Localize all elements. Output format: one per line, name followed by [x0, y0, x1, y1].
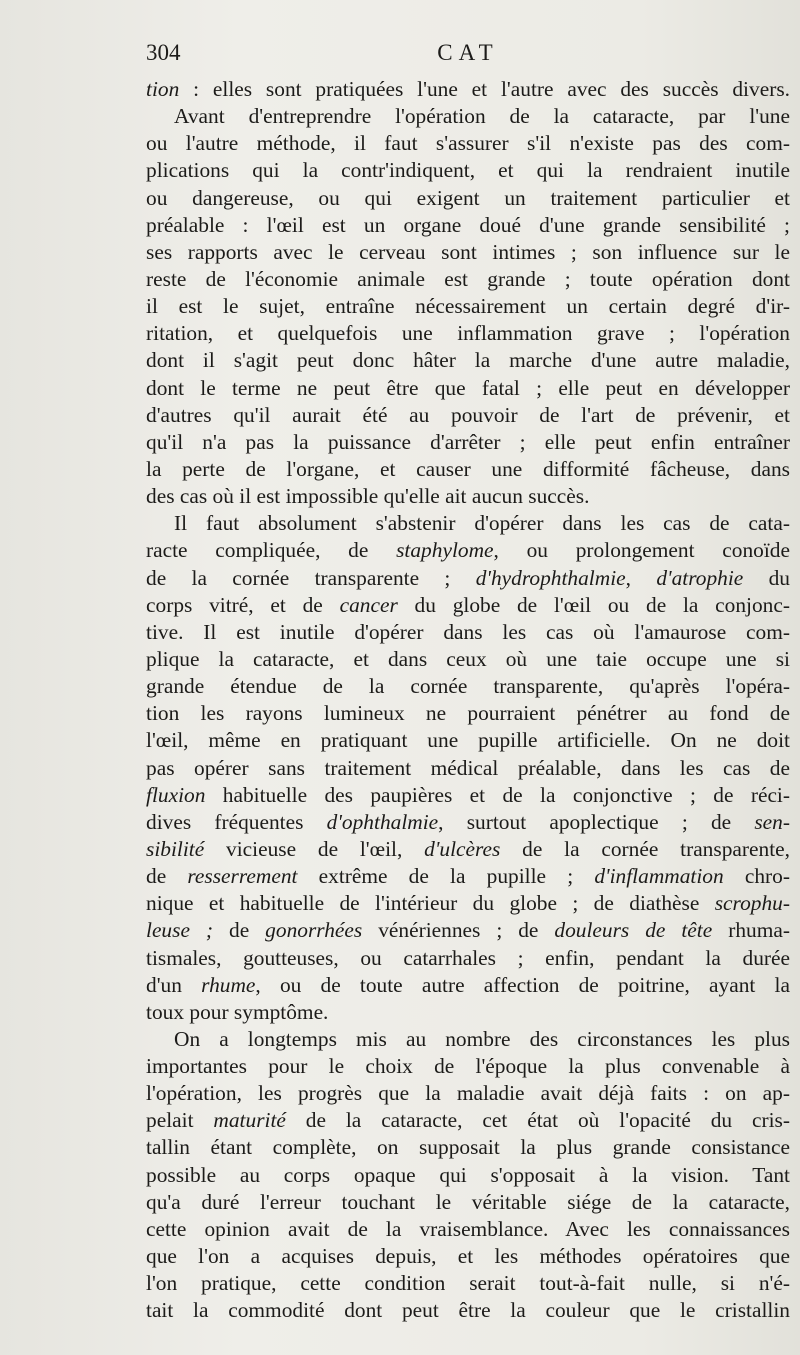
- text-line: [146, 456, 790, 483]
- text-line: [146, 212, 790, 239]
- text-line: [146, 510, 790, 537]
- text-line: [146, 103, 790, 130]
- italic-term: d'ulcères: [424, 836, 501, 861]
- italic-term: fluxion: [146, 782, 206, 807]
- text-line: [146, 945, 790, 972]
- text-run: pas opérer sans traitement médical préalable, dans les cas de: [146, 755, 790, 780]
- text-run: d'un: [146, 972, 202, 997]
- text-run: reste de l'économie animale est grande ; toute opération dont: [146, 266, 790, 291]
- text-run: grande étendue de la cornée transparente, qu'après l'opéra-: [146, 674, 790, 699]
- text-run: , ou de toute autre affection de poitrine, ayant la: [255, 972, 790, 997]
- text-line: [146, 863, 790, 890]
- text-run: dont il s'agit peut donc hâter la marche d'une autre maladie,: [146, 348, 790, 373]
- text-run: de la cataracte, cet état où l'opacité du cris-: [285, 1108, 790, 1133]
- text-line: [146, 755, 790, 782]
- text-line: [146, 999, 790, 1026]
- text-line: [146, 293, 790, 320]
- text-run: ou l'autre méthode, il faut s'assurer s'il n'existe pas des com-: [146, 131, 790, 156]
- italic-term: leuse ;: [146, 918, 214, 943]
- text-run: dont le terme ne peut être que fatal ; elle peut en développer: [146, 375, 790, 400]
- text-run: plique la cataracte, et dans ceux où une taie occupe une si: [146, 646, 790, 671]
- text-line: [146, 782, 790, 809]
- italic-term: d'inflammation: [594, 864, 724, 889]
- text-run: On a longtemps mis au nombre des circonstances les plus: [174, 1026, 790, 1051]
- text-line: [146, 646, 790, 673]
- text-run: que l'on a acquises depuis, et les méthodes opératoires que: [146, 1244, 790, 1269]
- text-run: cette opinion avait de la vraisemblance. Avec les connaissances: [146, 1216, 790, 1241]
- text-run: la perte de l'organe, et causer une difformité fâcheuse, dans: [146, 456, 790, 481]
- text-line: [146, 917, 790, 944]
- italic-term: d'ophthalmie: [326, 809, 439, 834]
- italic-term: scrophu-: [714, 891, 790, 916]
- text-line: [146, 402, 790, 429]
- running-head: CAT: [437, 40, 499, 65]
- text-line: [146, 157, 790, 184]
- text-line: [146, 76, 790, 103]
- text-run: ou dangereuse, ou qui exigent un traitement particulier et: [146, 185, 790, 210]
- italic-term: rhume: [201, 972, 256, 997]
- text-line: [146, 1107, 790, 1134]
- text-run: de la cornée transparente ;: [146, 565, 476, 590]
- text-run: qu'il n'a pas la puissance d'arrêter ; elle peut enfin entraîner: [146, 429, 790, 454]
- text-run: l'œil, même en pratiquant une pupille artificielle. On ne doit: [146, 728, 790, 753]
- text-run: importantes pour le choix de l'époque la plus convenable à: [146, 1054, 790, 1079]
- text-line: [146, 1053, 790, 1080]
- text-run: préalable : l'œil est un organe doué d'une grande sensibilité ;: [146, 212, 790, 237]
- text-run: chro-: [723, 864, 790, 889]
- text-run: , ou prolongement conoïde: [493, 538, 790, 563]
- text-line: [146, 1134, 790, 1161]
- italic-term: d'atrophie: [656, 565, 744, 590]
- italic-term: d'hydrophthalmie: [475, 565, 626, 590]
- text-line: [146, 320, 790, 347]
- text-line: [146, 890, 790, 917]
- text-line: [146, 130, 790, 157]
- text-line: [146, 700, 790, 727]
- italic-term: gonorrhées: [265, 918, 363, 943]
- text-run: des cas où il est impossible qu'elle ait aucun succès.: [146, 484, 590, 509]
- body-text: [146, 76, 790, 1324]
- text-line: [146, 1189, 790, 1216]
- italic-term: cancer: [339, 592, 398, 617]
- text-line: [146, 1243, 790, 1270]
- text-line: [146, 375, 790, 402]
- text-run: il est le sujet, entraîne nécessairement un certain degré d'ir-: [146, 294, 790, 319]
- text-run: vénériennes ; de: [362, 918, 555, 943]
- text-line: [146, 266, 790, 293]
- text-run: qu'a duré l'erreur touchant le véritable siége de la cataracte,: [146, 1189, 790, 1214]
- text-line: [146, 1080, 790, 1107]
- text-run: corps vitré, et de: [146, 592, 340, 617]
- text-run: du: [743, 565, 790, 590]
- text-run: tallin étant complète, on supposait la plus grande consistance: [146, 1135, 790, 1160]
- text-line: [146, 673, 790, 700]
- text-line: [146, 1162, 790, 1189]
- italic-term: staphylome: [396, 538, 494, 563]
- text-run: ses rapports avec le cerveau sont intimes ; son influence sur le: [146, 239, 790, 264]
- text-run: possible au corps opaque qui s'opposait à la vision. Tant: [146, 1162, 790, 1187]
- text-run: de: [213, 918, 266, 943]
- text-line: [146, 483, 790, 510]
- text-line: [146, 185, 790, 212]
- text-run: vicieuse de l'œil,: [204, 836, 425, 861]
- italic-term: douleurs de tête: [554, 918, 713, 943]
- text-line: [146, 592, 790, 619]
- italic-term: sibilité: [146, 836, 205, 861]
- text-run: Il faut absolument s'abstenir d'opérer dans les cas de cata-: [174, 511, 790, 536]
- text-line: [146, 727, 790, 754]
- italic-term: maturité: [213, 1108, 286, 1133]
- text-run: dives fréquentes: [146, 809, 327, 834]
- text-run: pelait: [146, 1108, 214, 1133]
- text-line: [146, 565, 790, 592]
- text-run: l'on pratique, cette condition serait tout-à-fait nulle, si n'é-: [146, 1271, 790, 1296]
- text-line: [146, 619, 790, 646]
- text-run: tion les rayons lumineux ne pourraient pénétrer au fond de: [146, 701, 790, 726]
- text-run: tive. Il est inutile d'opérer dans les cas où l'amaurose com-: [146, 619, 790, 644]
- text-line: [146, 809, 790, 836]
- text-line: [146, 972, 790, 999]
- text-line: [146, 429, 790, 456]
- text-run: ritation, et quelquefois une inflammation grave ; l'opération: [146, 321, 790, 346]
- text-line: [146, 1297, 790, 1324]
- text-run: tait la commodité dont peut être la couleur que le cristallin: [146, 1298, 790, 1323]
- text-run: de la cornée transparente,: [500, 836, 790, 861]
- text-line: [146, 1216, 790, 1243]
- text-run: de: [146, 864, 188, 889]
- page-number: 304: [146, 40, 181, 65]
- text-line: [146, 347, 790, 374]
- text-run: habituelle des paupières et de la conjonctive ; de réci-: [205, 782, 790, 807]
- text-run: nique et habituelle de l'intérieur du globe ; de diathèse: [146, 891, 715, 916]
- text-line: [146, 836, 790, 863]
- text-run: ,: [625, 565, 657, 590]
- text-line: [146, 537, 790, 564]
- italic-term: tion: [146, 77, 180, 101]
- text-run: Avant d'entreprendre l'opération de la cataracte, par l'une: [174, 104, 790, 129]
- text-run: tismales, goutteuses, ou catarrhales ; enfin, pendant la durée: [146, 945, 790, 970]
- text-run: d'autres qu'il aurait été au pouvoir de l'art de prévenir, et: [146, 402, 790, 427]
- text-run: l'opération, les progrès que la maladie avait déjà faits : on ap-: [146, 1081, 790, 1106]
- text-line: [146, 239, 790, 266]
- text-run: rhuma-: [712, 918, 790, 943]
- text-run: toux pour symptôme.: [146, 999, 329, 1024]
- text-run: racte compliquée, de: [146, 538, 397, 563]
- text-run: extrême de la pupille ;: [297, 864, 595, 889]
- italic-term: resserrement: [187, 864, 298, 889]
- text-run: : elles sont pratiquées l'une et l'autre avec des succès divers.: [179, 77, 790, 101]
- italic-term: sen-: [754, 809, 790, 834]
- text-run: , surtout apoplectique ; de: [438, 809, 755, 834]
- text-line: [146, 1270, 790, 1297]
- text-run: plications qui la contr'indiquent, et qui la rendraient inutile: [146, 158, 790, 183]
- text-run: du globe de l'œil ou de la conjonc-: [397, 592, 790, 617]
- text-line: [146, 1026, 790, 1053]
- page-header: [146, 40, 790, 74]
